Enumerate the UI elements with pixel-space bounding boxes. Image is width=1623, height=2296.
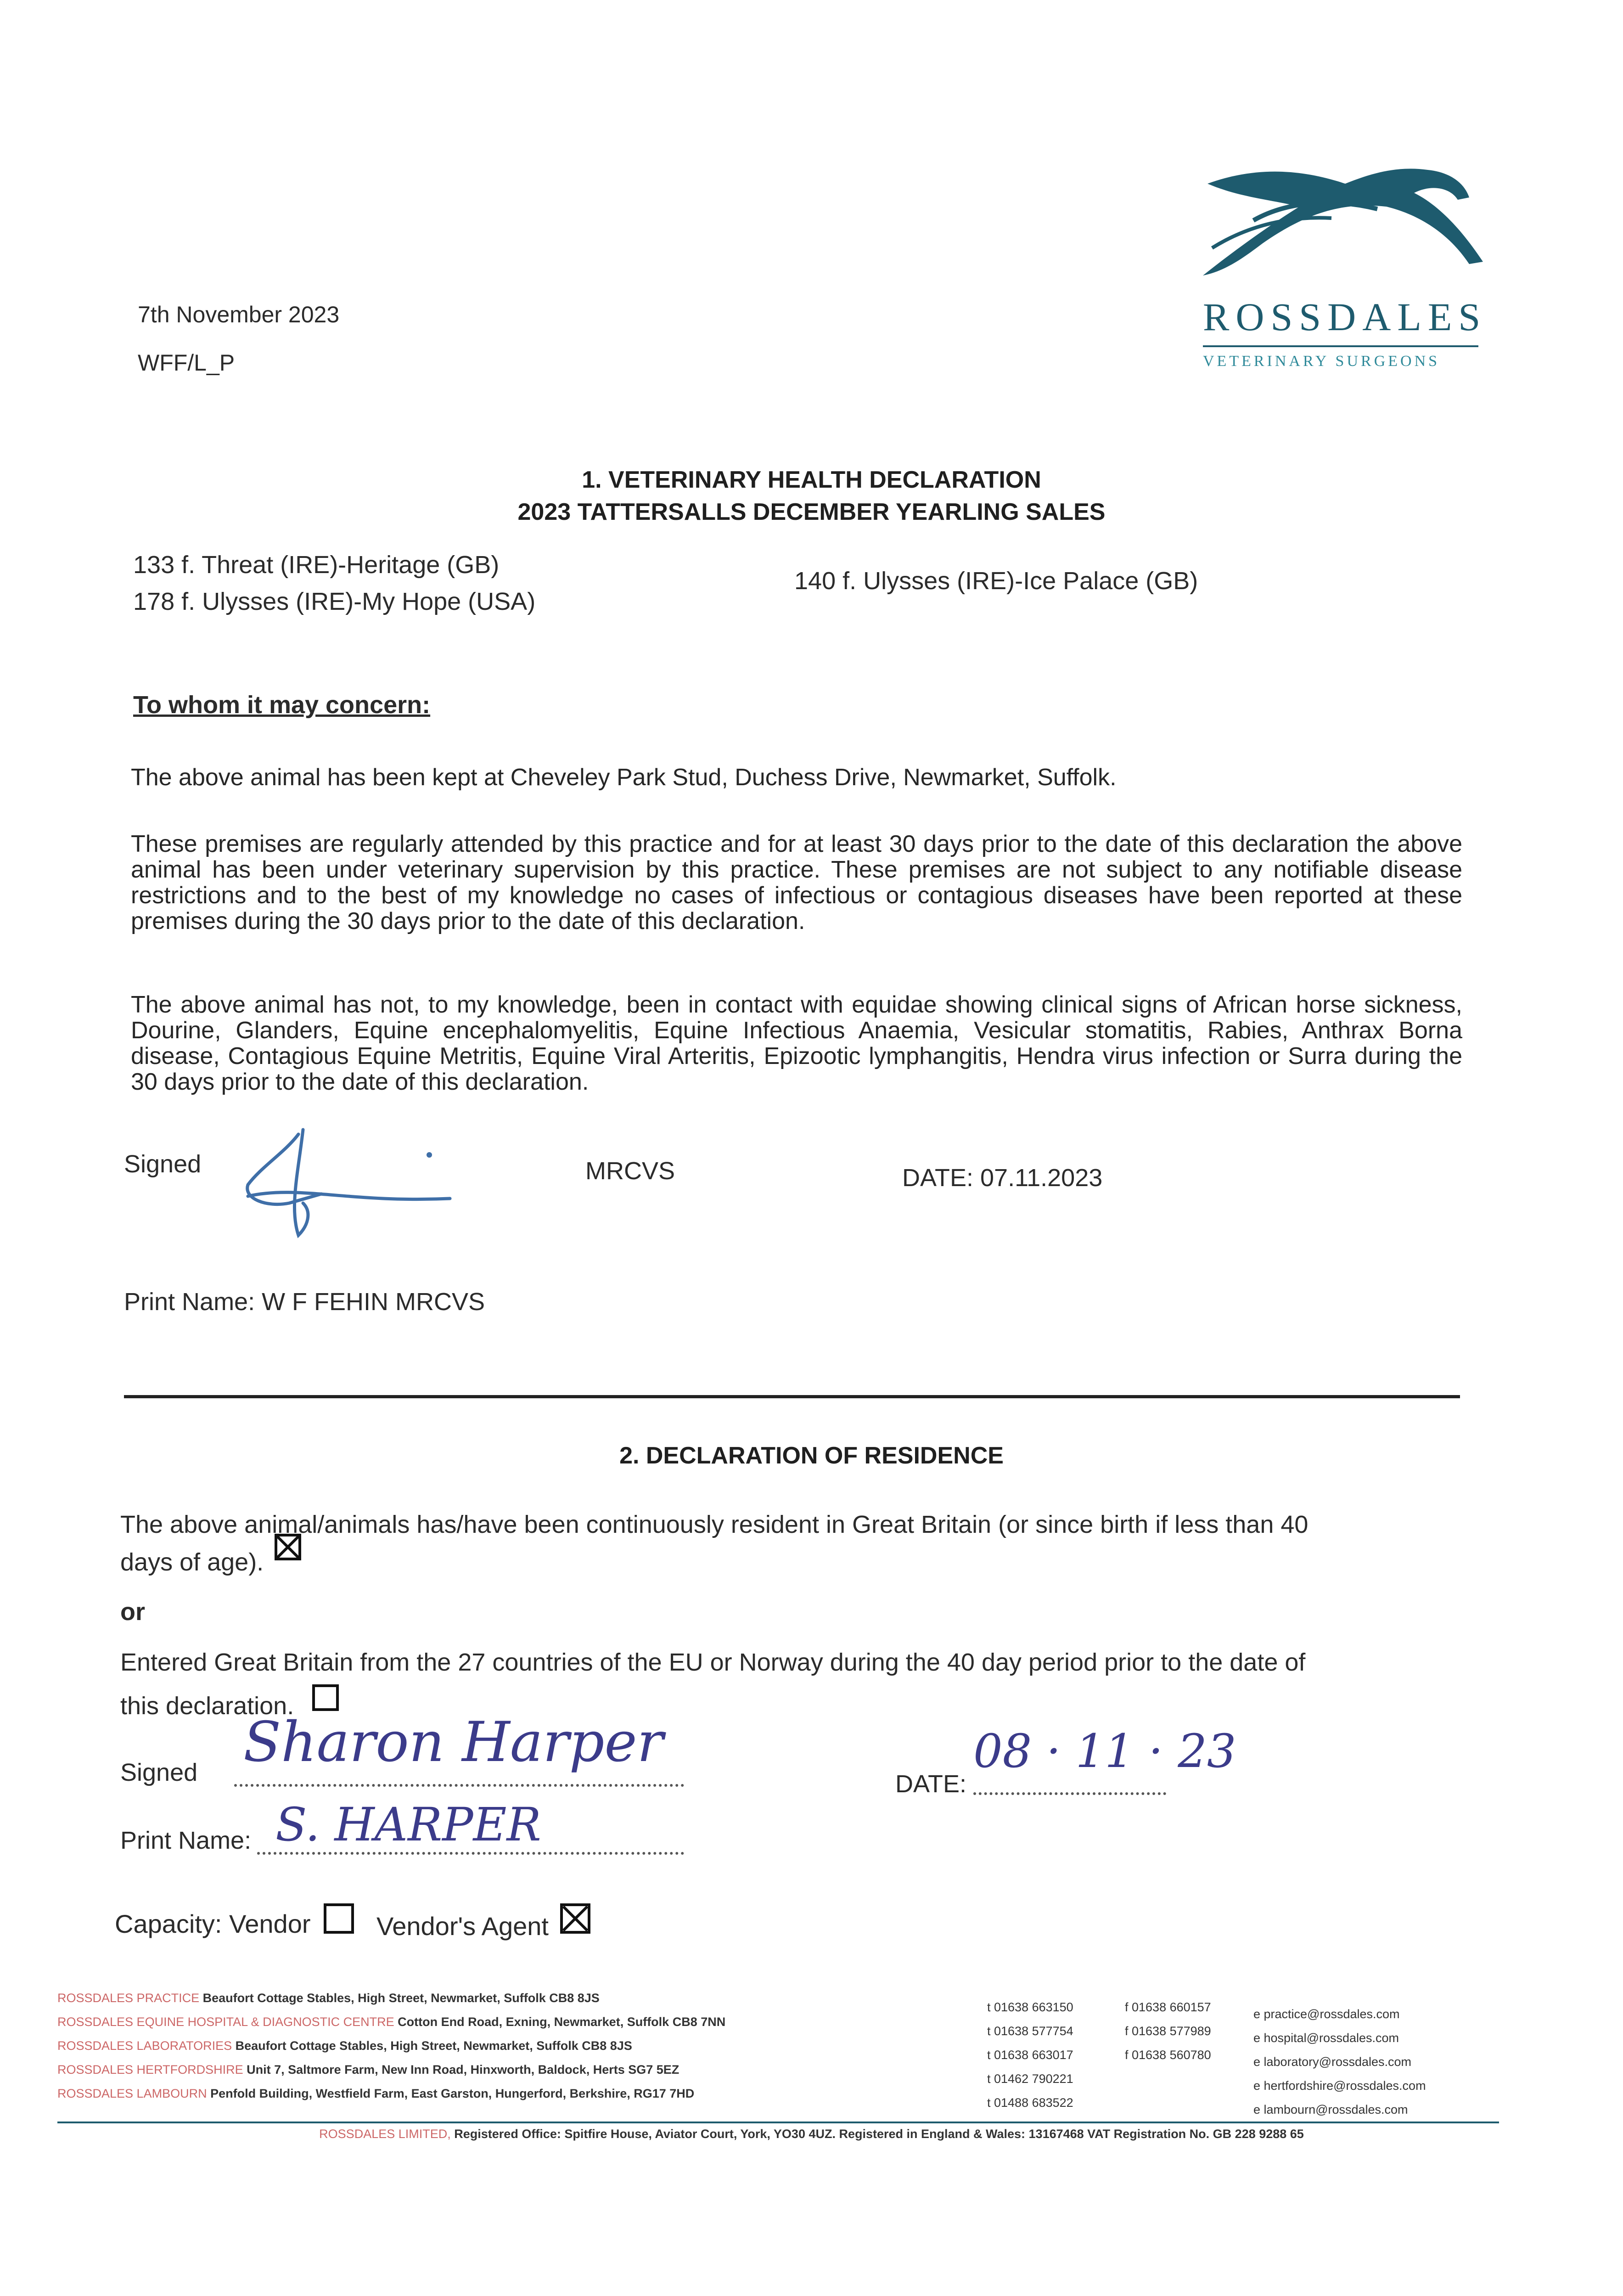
residence-print-value: S. HARPER — [275, 1798, 541, 1851]
footer-tel: t 01488 683522 — [987, 2096, 1073, 2110]
letter-date: 7th November 2023 — [138, 302, 340, 327]
residence-signature: Sharon Harper — [243, 1711, 663, 1774]
registered-office: ROSSDALES LIMITED, Registered Office: Spitfire House, Aviator Court, York, YO30 4UZ. Registered in England & Wales: 13167468 VAT Registration No. GB 228 9288 65 — [319, 2127, 1304, 2141]
residence-date-value: 08 · 11 · 23 — [973, 1724, 1236, 1778]
rossdales-logo — [1194, 156, 1492, 377]
footer-tel: t 01638 577754 — [987, 2024, 1073, 2038]
footer-tel: t 01638 663150 — [987, 2000, 1073, 2014]
vendor-checkbox[interactable] — [324, 1903, 354, 1934]
mrcvs-label: MRCVS — [585, 1157, 675, 1185]
footer-row-hospital: ROSSDALES EQUINE HOSPITAL & DIAGNOSTIC CENTRE Cotton End Road, Exning, Newmarket, Suffolk CB8 7NN — [57, 2015, 726, 2029]
signature-line — [234, 1784, 684, 1787]
lot-item: 178 f. Ulysses (IRE)-My Hope (USA) — [133, 588, 536, 615]
footer-fax: f 01638 660157 — [1125, 2000, 1211, 2014]
logo-wordmark: ROSSDALES — [1203, 295, 1487, 339]
residence-option1-line1: The above animal/animals has/have been continuously resident in Great Britain (or since birth if less than 40 — [120, 1511, 1309, 1538]
residence-option2-line1: Entered Great Britain from the 27 countries of the EU or Norway during the 40 day period prior to the date of — [120, 1649, 1306, 1676]
residence-signed-label: Signed — [120, 1759, 198, 1786]
print-name-line — [257, 1852, 684, 1855]
reference-code: WFF/L_P — [138, 350, 235, 376]
residence-option2-line2: this declaration. — [120, 1692, 294, 1720]
capacity-vendor-label: Capacity: Vendor — [115, 1909, 311, 1938]
lot-item: 140 f. Ulysses (IRE)-Ice Palace (GB) — [794, 567, 1198, 595]
footer-addresses — [57, 1986, 1045, 2105]
agent-checkbox[interactable] — [560, 1903, 590, 1934]
paragraph-supervision: These premises are regularly attended by this practice and for at least 30 days prior to the date of this declaration the above animal has been under veterinary supervision by this practice. These premises are not subject to any notifiable disease restrictions and to the best of my knowledge no cases of infectious or contagious diseases have been reported at these premises during the 30 days prior to the date of this declaration. — [131, 831, 1462, 934]
footer-tel: t 01638 663017 — [987, 2048, 1073, 2062]
salutation: To whom it may concern: — [133, 691, 431, 719]
paragraph-contact: The above animal has not, to my knowledge, been in contact with equidae showing clinical signs of African horse sickness, Dourine, Glanders, Equine encephalomyelitis, Equine Infectious Anaemia, Vesicular stomatitis, Rabies, Anthrax Borna disease, Contagious Equine Metritis, Equine Viral Arteritis, Epizootic lymphangitis, Hendra virus infection or Surra during the 30 days prior to the date of this declaration. — [131, 991, 1462, 1095]
section1-subtitle: 2023 TATTERSALLS DECEMBER YEARLING SALES — [517, 499, 1106, 525]
footer-email: e laboratory@rossdales.com — [1253, 2055, 1412, 2069]
footer-email: e lambourn@rossdales.com — [1253, 2103, 1408, 2116]
residence-option1-line2: days of age). — [120, 1548, 264, 1576]
paragraph-premises: The above animal has been kept at Cheveley Park Stud, Duchess Drive, Newmarket, Suffolk. — [131, 764, 1117, 791]
residence-print-label: Print Name: — [120, 1827, 252, 1854]
footer-fax: f 01638 560780 — [1125, 2048, 1211, 2062]
footer-fax: f 01638 577989 — [1125, 2024, 1211, 2038]
logo-tagline: VETERINARY SURGEONS — [1203, 353, 1440, 370]
footer-emails — [1253, 2002, 1426, 2122]
footer-email: e hertfordshire@rossdales.com — [1253, 2079, 1426, 2093]
horse-logo-icon — [1194, 156, 1492, 294]
footer-rule — [57, 2122, 1499, 2123]
section2-title: 2. DECLARATION OF RESIDENCE — [619, 1442, 1004, 1469]
section1-date: DATE: 07.11.2023 — [902, 1164, 1103, 1192]
footer-row-lambourn: ROSSDALES LAMBOURN Penfold Building, Westfield Farm, East Garston, Hungerford, Berkshire, RG17 7HD — [57, 2087, 695, 2100]
footer-faxes — [1125, 1995, 1211, 2067]
footer-email: e hospital@rossdales.com — [1253, 2031, 1399, 2045]
footer-row-hertfordshire: ROSSDALES HERTFORDSHIRE Unit 7, Saltmore Farm, New Inn Road, Hinxworth, Baldock, Herts SG7 5EZ — [57, 2063, 680, 2077]
footer-row-practice: ROSSDALES PRACTICE Beaufort Cottage Stables, High Street, Newmarket, Suffolk CB8 8JS — [57, 1991, 600, 2005]
lot-item: 133 f. Threat (IRE)-Heritage (GB) — [133, 551, 500, 579]
footer-telephones — [987, 1995, 1073, 2115]
or-label: or — [120, 1598, 145, 1626]
residence-option2-checkbox[interactable] — [312, 1684, 339, 1711]
section1-title: 1. VETERINARY HEALTH DECLARATION — [582, 467, 1041, 493]
capacity-agent-label: Vendor's Agent — [376, 1912, 549, 1941]
vet-print-name: Print Name: W F FEHIN MRCVS — [124, 1288, 485, 1316]
footer-row-laboratories: ROSSDALES LABORATORIES Beaufort Cottage Stables, High Street, Newmarket, Suffolk CB8 8JS — [57, 2039, 632, 2053]
date-line — [973, 1792, 1166, 1795]
logo-rule — [1203, 345, 1478, 347]
signed-label: Signed — [124, 1150, 202, 1178]
footer-email: e practice@rossdales.com — [1253, 2007, 1400, 2021]
residence-date-label: DATE: — [895, 1770, 967, 1798]
vet-signature-mark — [230, 1116, 468, 1254]
section-divider — [124, 1395, 1460, 1398]
residence-option1-checkbox[interactable] — [275, 1534, 301, 1560]
footer-tel: t 01462 790221 — [987, 2072, 1073, 2086]
